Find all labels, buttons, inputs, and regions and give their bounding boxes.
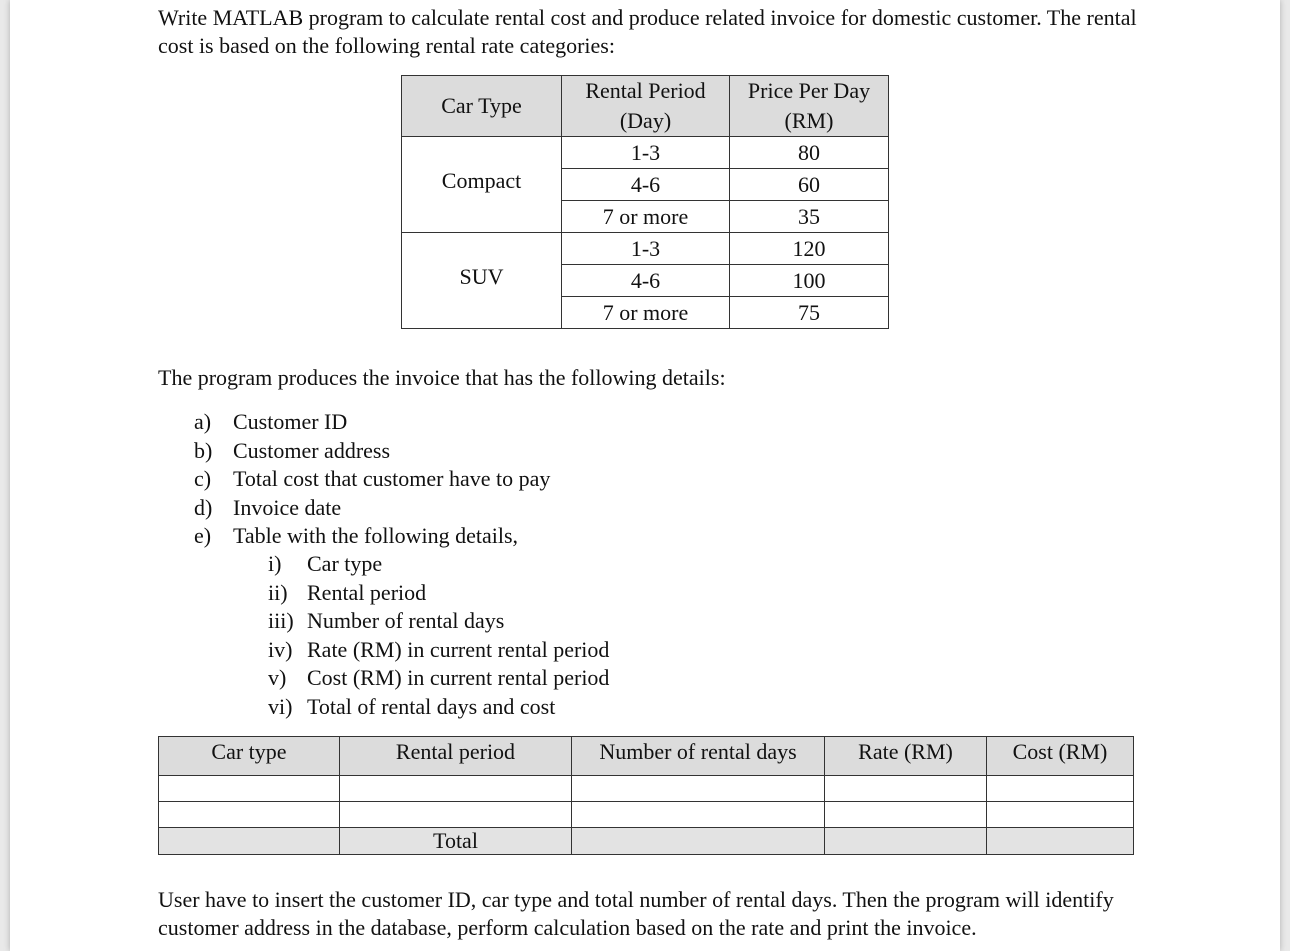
header-rate: Rate (RM)	[825, 737, 987, 776]
sub-list-item	[268, 636, 609, 665]
list-item-text: Customer address	[233, 437, 391, 463]
rate-price: 75	[730, 297, 889, 329]
table-row	[159, 802, 1134, 828]
total-row	[159, 828, 1134, 855]
header-price-line2: (RM)	[784, 108, 834, 133]
list-item-text: Car type	[307, 551, 383, 576]
table-details-sublist	[268, 550, 609, 722]
table-row	[159, 776, 1134, 802]
empty-cell	[572, 802, 825, 828]
header-cost: Cost (RM)	[987, 737, 1134, 776]
header-number-of-rental-days: Number of rental days	[572, 737, 825, 776]
list-marker: a)	[194, 409, 212, 434]
empty-cell	[825, 802, 987, 828]
header-car-type: Car Type	[402, 76, 562, 137]
list-marker: iii)	[268, 608, 294, 634]
header-price-per-day	[730, 76, 889, 137]
list-marker: vi)	[268, 693, 293, 719]
list-item	[194, 437, 550, 466]
empty-cell	[572, 828, 825, 855]
list-marker: ii)	[268, 579, 288, 605]
rate-period: 4-6	[562, 169, 730, 201]
header-rental-period-line2: (Day)	[619, 108, 672, 133]
sub-list-item	[268, 579, 609, 608]
list-item-text: Cost (RM) in current rental period	[307, 665, 610, 691]
rate-period: 4-6	[562, 265, 730, 297]
empty-cell	[159, 828, 340, 855]
list-marker: d)	[194, 494, 213, 520]
list-item-text: Total cost that customer have to pay	[233, 466, 551, 492]
list-marker: e)	[194, 523, 212, 549]
car-type-suv: SUV	[402, 233, 562, 329]
list-item-text: Table with the following details,	[233, 523, 519, 549]
rate-row	[402, 233, 889, 265]
header-rental-period	[562, 76, 730, 137]
list-item-text: Rate (RM) in current rental period	[307, 636, 610, 662]
list-marker: c)	[194, 466, 212, 492]
list-item	[194, 522, 550, 551]
rate-period: 1-3	[562, 137, 730, 169]
document-page	[10, 0, 1280, 951]
rental-rate-table	[401, 75, 889, 329]
invoice-intro-paragraph: The program produces the invoice that has the following details:	[158, 365, 726, 390]
empty-cell	[572, 776, 825, 802]
rate-price: 120	[730, 233, 889, 265]
list-item-text: Rental period	[307, 579, 427, 605]
list-marker: i)	[268, 551, 282, 576]
empty-cell	[987, 802, 1134, 828]
header-price-line1: Price Per Day	[747, 78, 871, 103]
rate-price: 80	[730, 137, 889, 169]
empty-cell	[825, 776, 987, 802]
sub-list-item	[268, 664, 609, 693]
empty-cell	[825, 828, 987, 855]
rate-period: 7 or more	[562, 201, 730, 233]
list-marker: iv)	[268, 636, 293, 662]
empty-cell	[987, 828, 1134, 855]
invoice-table-header-row	[159, 737, 1134, 776]
rate-period: 1-3	[562, 233, 730, 265]
empty-cell	[340, 776, 572, 802]
rate-period: 7 or more	[562, 297, 730, 329]
list-marker: v)	[268, 665, 287, 691]
closing-paragraph: User have to insert the customer ID, car type and total number of rental days. Then the program will identify customer address in the database, perform calculation based on the rate and print the invoice.	[158, 887, 1114, 940]
car-type-compact: Compact	[402, 137, 562, 233]
invoice-sample-table	[158, 736, 1134, 855]
list-marker: b)	[194, 437, 213, 463]
header-rental-period: Rental period	[340, 737, 572, 776]
empty-cell	[159, 776, 340, 802]
header-car-type: Car type	[159, 737, 340, 776]
empty-cell	[987, 776, 1134, 802]
empty-cell	[159, 802, 340, 828]
rate-price: 100	[730, 265, 889, 297]
intro-paragraph: Write MATLAB program to calculate rental cost and produce related invoice for domestic customer. The rental cost is based on the following rental rate categories:	[158, 5, 1137, 58]
list-item	[194, 465, 550, 494]
rate-price: 35	[730, 201, 889, 233]
sub-list-item	[268, 607, 609, 636]
list-item	[194, 408, 550, 437]
list-item	[194, 494, 550, 523]
empty-cell	[340, 802, 572, 828]
invoice-details-list	[194, 408, 550, 551]
header-rental-period-line1: Rental Period	[585, 78, 706, 103]
sub-list-item	[268, 550, 609, 579]
list-item-text: Number of rental days	[307, 608, 505, 634]
sub-list-item	[268, 693, 609, 722]
list-item-text: Total of rental days and cost	[307, 693, 556, 719]
list-item-text: Customer ID	[233, 409, 348, 434]
list-item-text: Invoice date	[233, 494, 342, 520]
rate-row	[402, 137, 889, 169]
rate-price: 60	[730, 169, 889, 201]
total-label: Total	[340, 828, 572, 855]
rate-table-header-row	[402, 76, 889, 137]
